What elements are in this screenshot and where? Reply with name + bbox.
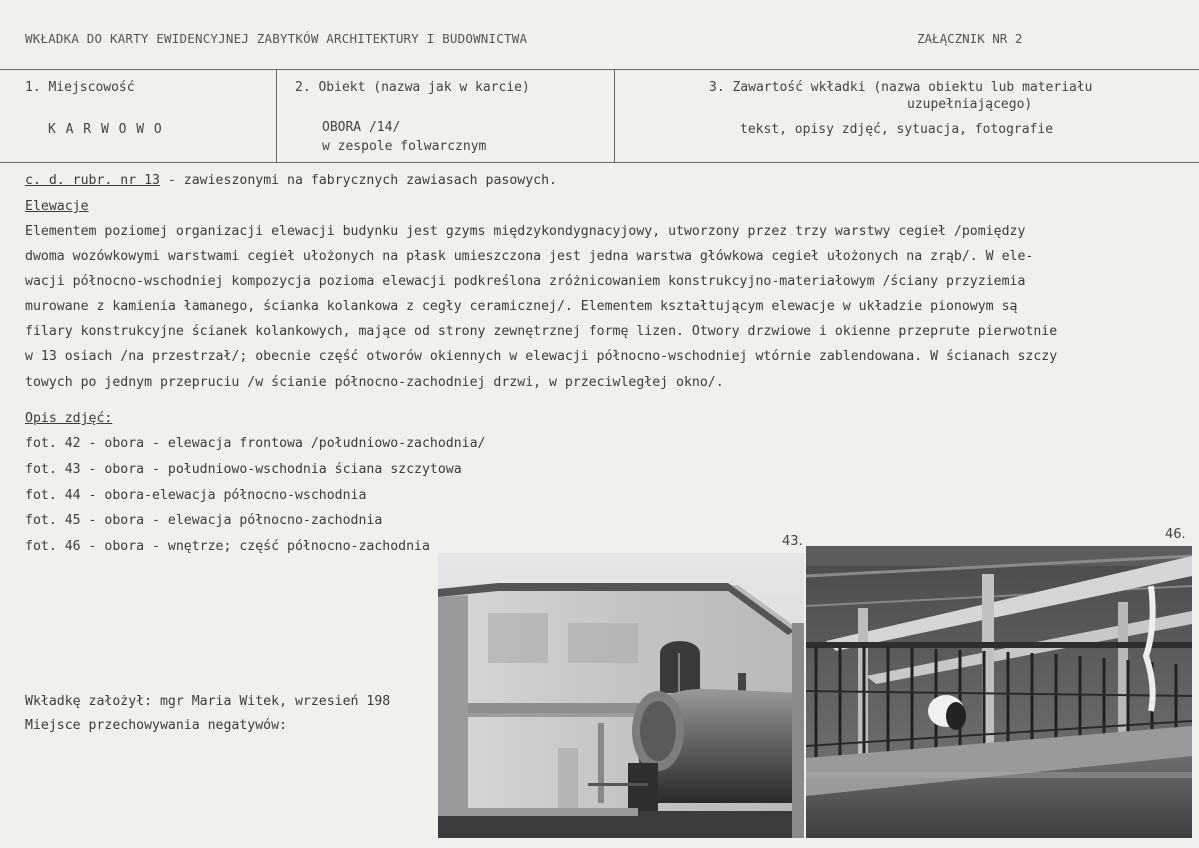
photos-desc-heading: Opis zdjęć: bbox=[25, 411, 113, 426]
photo-number-43: 43. bbox=[782, 534, 803, 549]
author-line: Wkładkę założył: mgr Maria Witek, wrzesień 198 bbox=[25, 694, 391, 709]
object-label: 2. Obiekt (nazwa jak w karcie) bbox=[295, 80, 530, 95]
elewacje-line: Elementem poziomej organizacji elewacji budynku jest gzyms międzykondygnacyjowy, utworzony przez trzy warstwy cegieł /pomiędzy bbox=[25, 224, 1026, 239]
elewacje-line: murowane z kamienia łamanego, ścianka kolankowa z cegły ceramicznej/. Elementem kształtującym elewacje w układzie pionowym są bbox=[25, 299, 1018, 314]
contents-label: 3. Zawartość wkładki (nazwa obiektu lub materiału bbox=[709, 80, 1093, 95]
photo-number-46: 46. bbox=[1165, 527, 1186, 542]
negatives-location: Miejsce przechowywania negatywów: bbox=[25, 718, 288, 733]
object-value: OBORA /14/ bbox=[322, 120, 401, 135]
document-header-title: WKŁADKA DO KARTY EWIDENCYJNEJ ZABYTKÓW ARCHITEKTURY I BUDOWNICTWA bbox=[25, 31, 528, 46]
locality-label: 1. Miejscowość bbox=[25, 80, 135, 95]
photo-desc-item: fot. 45 - obora - elewacja północno-zachodnia bbox=[25, 513, 383, 528]
locality-value: K A R W O W O bbox=[48, 122, 163, 137]
elewacje-line: wacji północno-wschodniej kompozycja pozioma elewacji podkreślona zróżnicowaniem konstrukcyjno-materiałowym /ściany przyziemia bbox=[25, 274, 1026, 289]
elewacje-line: towych po jednym przepruciu /w ścianie północno-zachodniej drzwi, w przeciwległej okno/. bbox=[25, 375, 724, 390]
photo-desc-item: fot. 46 - obora - wnętrze; część północno-zachodnia bbox=[25, 539, 430, 554]
object-value-detail: w zespole folwarcznym bbox=[322, 139, 487, 154]
continuation-line bbox=[25, 173, 557, 188]
table-divider-1 bbox=[276, 70, 277, 162]
photo-desc-item: fot. 43 - obora - południowo-wschodnia ściana szczytowa bbox=[25, 462, 462, 477]
photo-barn-interior bbox=[806, 546, 1192, 838]
table-top-rule bbox=[0, 69, 1199, 70]
attachment-number: ZAŁĄCZNIK NR 2 bbox=[917, 31, 1023, 46]
contents-label-cont: uzupełniającego) bbox=[907, 97, 1033, 112]
table-bottom-rule bbox=[0, 162, 1199, 163]
elewacje-line: filary konstrukcyjne ścianek kolankowych, mające od strony zewnętrznej formę lizen. Otwory drzwiowe i okienne przeprute pierwotnie bbox=[25, 324, 1058, 339]
photo-barn-exterior bbox=[438, 553, 804, 838]
photo-desc-item: fot. 42 - obora - elewacja frontowa /południowo-zachodnia/ bbox=[25, 436, 486, 451]
elewacje-heading: Elewacje bbox=[25, 199, 89, 214]
elewacje-line: w 13 osiach /na przestrzał/; obecnie część otworów okiennych w elewacji północno-wschodniej wtórnie zablendowana. W ścianach szczy bbox=[25, 349, 1058, 364]
contents-value: tekst, opisy zdjęć, sytuacja, fotografie bbox=[740, 122, 1054, 137]
table-divider-2 bbox=[614, 70, 615, 162]
continuation-text: - zawieszonymi na fabrycznych zawiasach pasowych. bbox=[159, 173, 557, 188]
elewacje-line: dwoma wozówkowymi warstwami cegieł ułożonych na płask umieszczona jest jedna warstwa główkowa cegieł ułożonych na zrąb/. W ele- bbox=[25, 249, 1034, 264]
photo-desc-item: fot. 44 - obora-elewacja północno-wschodnia bbox=[25, 488, 367, 503]
continuation-ref: c. d. rubr. nr 13 bbox=[25, 173, 160, 188]
